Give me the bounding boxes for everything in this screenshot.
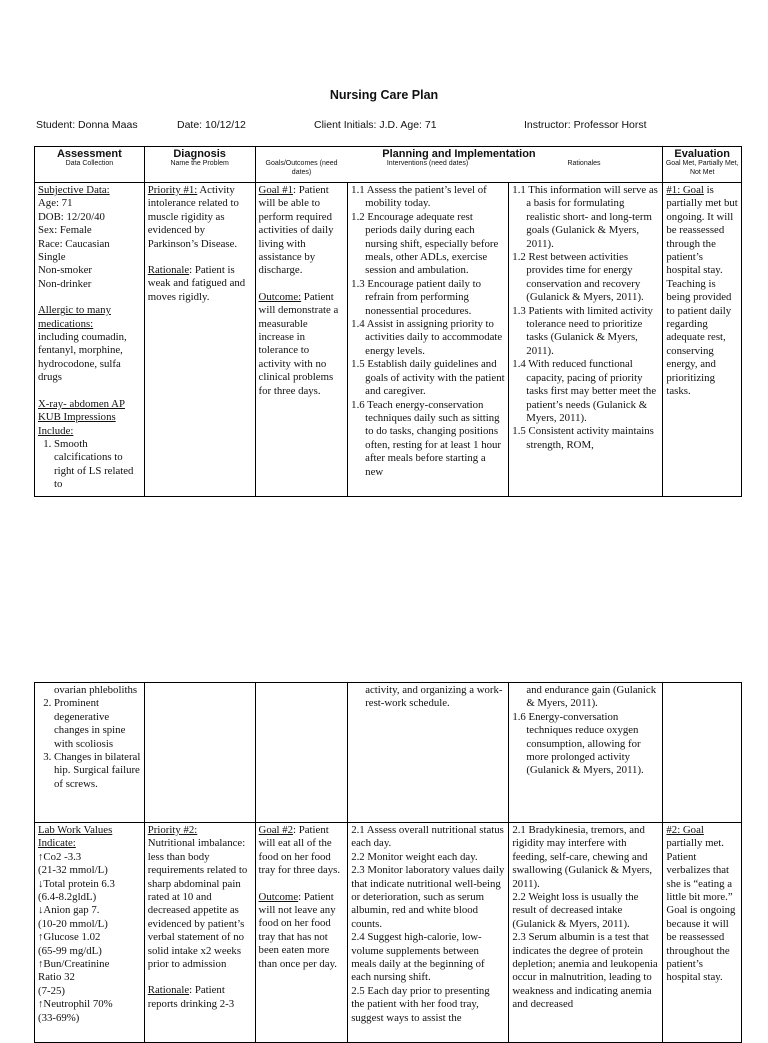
evaluation-header: Evaluation Goal Met, Partially Met, Not Met — [663, 147, 742, 183]
subjective-heading: Subjective Data: — [38, 184, 110, 196]
planning-header: Planning and Implementation Goals/Outcomes (need dates) Interventions (need dates) Rationales — [255, 147, 663, 183]
lab-line: Ratio 32 — [38, 971, 75, 984]
interventions-cell-cont — [348, 683, 509, 823]
lab-heading: Lab Work Values Indicate: — [38, 824, 113, 850]
care-plan-table-top — [34, 146, 742, 497]
rationale-item: 1.3 Patients with limited activity tolerance need to prioritize tasks (Gulanick & Myers, 2011). — [512, 304, 653, 357]
student-name: Student: Donna Maas — [36, 119, 138, 131]
goals-cell-cont — [255, 683, 348, 823]
rationale-item: 1.2 Rest between activities provides time for energy conservation and recovery (Gulanick & Myers, 2011). — [512, 251, 644, 304]
rationales-subheader: Rationales — [567, 160, 601, 167]
intervention-item: 1.1 Assess the patient’s level of mobility today. — [351, 184, 487, 210]
diagnosis-cell-cont — [144, 683, 255, 823]
rationale-item: 1.5 Consistent activity maintains strength, ROM, — [512, 425, 654, 451]
diagnosis2-text: Nutritional imbalance: less than body requirements related to sharp abdominal pain rated at 10 and decreased appetite as evidenced by patient’s verbal statement of no solid intake x2 weeks prior to admission — [147, 837, 248, 971]
rationale-item: 1.1 This information will serve as a basis for formulating realistic short- and long-term goals (Gulanick & Myers, 2011). — [512, 184, 658, 250]
care-plan-table-bottom — [34, 682, 742, 1043]
lab-line: (33-69%) — [38, 1011, 80, 1024]
rationales-cell — [509, 183, 663, 497]
allergy-heading: Allergic to many medications: — [38, 304, 111, 330]
outcome-text: Patient will demonstrate a measurable increase in tolerance to activity with no clinical problems for three days. — [258, 290, 339, 397]
assessment-line: DOB: 12/20/40 — [38, 210, 105, 223]
diagnosis2-cell — [144, 823, 255, 1043]
assessment-line: Single — [38, 251, 66, 264]
assessment-line: Non-drinker — [38, 277, 92, 290]
intervention2-item: 2.4 Suggest high-calorie, low-volume supplements between meals daily at the beginning of each nursing shift. — [351, 931, 485, 984]
intervention-item: 1.4 Assist in assigning priority to activities daily to accommodate energy levels. — [351, 318, 503, 357]
goals2-cell — [255, 823, 348, 1043]
rationale-label: Rationale — [147, 264, 190, 277]
goal-text: : Patient will be able to perform required activities of daily living with assistance by discharge. — [258, 184, 334, 277]
intervention2-item: 2.3 Monitor laboratory values daily that indicate nutritional well-being or deterioration, such as serum albumin, red and white blood counts. — [351, 864, 505, 930]
rationale2-item: 2.2 Weight loss is usually the result of decreased intake (Gulanick & Myers, 2011). — [512, 891, 639, 930]
assessment-cell-cont — [35, 683, 145, 823]
intervention-item: 1.6 Teach energy-conservation techniques daily such as sitting to do tasks, changing positions often, resting for at least 1 hour after meals before starting a new — [351, 398, 501, 478]
instructor: Instructor: Professor Horst — [524, 119, 647, 131]
rationale2-label: Rationale — [147, 984, 190, 997]
lab-line: (7-25) — [38, 984, 65, 997]
diagnosis-text: Activity intolerance related to muscle rigidity as evidenced by Parkinson’s Disease. — [147, 184, 239, 250]
rationales2-cell — [509, 823, 663, 1043]
rationale-item: 1.6 Energy-conversation techniques reduce oxygen consumption, allowing for more prolonged activity (Gulanick & Myers, 2011). — [512, 710, 644, 777]
assessment-header: Assessment Data Collection — [35, 147, 145, 183]
goal2-text: : Patient will eat all of the food on her food tray for three days. — [258, 824, 341, 877]
evaluation-cell-cont — [663, 683, 742, 823]
lab-line: (21-32 mmol/L) — [38, 864, 108, 877]
intervention2-item: 2.5 Each day prior to presenting the patient with her food tray, suggest ways to assist the — [351, 984, 490, 1024]
xray-item: 2. Prominent degenerative changes in spine with scoliosis — [54, 697, 141, 751]
evaluation2-text: partially met. Patient verbalizes that she is “eating a little bit more.” Goal is ongoing because it will be reassessed throughout the patient’s hospital stay. — [666, 837, 736, 984]
assessment-line: Non-smoker — [38, 264, 92, 277]
rationale-cont: and endurance gain (Gulanick & Myers, 2011). — [526, 684, 657, 710]
evaluation-text: is partially met but ongoing. It will be reassessed through the patient’s hospital stay. Teaching is being provided to patient daily regarding adequate rest, conserving energy, and prioritizing tasks. — [666, 184, 738, 398]
assessment-line: Race: Caucasian — [38, 237, 110, 250]
interventions2-cell — [348, 823, 509, 1043]
rationale-text: : Patient is weak and fatigued and moves rigidly. — [147, 264, 246, 303]
diagnosis-header: Diagnosis Name the Problem — [144, 147, 255, 183]
evaluation-cell — [663, 183, 742, 497]
lab-line: ↑Neutrophil 70% — [38, 998, 113, 1011]
intervention2-item: 2.2 Monitor weight each day. — [351, 850, 478, 863]
xray-item-cont: ovarian phleboliths — [54, 684, 138, 696]
assessment-line: Age: 71 — [38, 197, 73, 210]
lab-line: (6.4-8.2gldL) — [38, 891, 97, 904]
evaluation-label: #1: Goal — [666, 184, 704, 196]
outcome2-text: : Patient will not leave any food on her food tray that has not been eaten more than once per day. — [258, 890, 337, 970]
evaluation2-label: #2: Goal — [666, 824, 704, 836]
date: Date: 10/12/12 — [177, 119, 246, 131]
lab-line: (10-20 mmol/L) — [38, 917, 108, 930]
diagnosis-cell — [144, 183, 255, 497]
outcome-label: Outcome: — [258, 290, 302, 303]
rationale2-item: 2.1 Bradykinesia, tremors, and rigidity may interfere with feeding, self-care, chewing and swallowing (Gulanick & Myers, 2011). — [512, 824, 653, 890]
lab-line: (65-99 mg/dL) — [38, 944, 102, 957]
outcome2-label: Outcome — [258, 890, 299, 903]
document-title: Nursing Care Plan — [329, 88, 439, 102]
goals-subheader: Goals/Outcomes (need dates) — [265, 160, 338, 176]
allergy-text: including coumadin, fentanyl, morphine, hydrocodone, sulfa drugs — [38, 331, 127, 384]
assessment-cell — [35, 183, 145, 497]
goals-cell — [255, 183, 348, 497]
goal-label: Goal #1 — [258, 184, 294, 196]
assessment-line: Sex: Female — [38, 224, 92, 237]
lab-line: ↑Glucose 1.02 — [38, 931, 101, 944]
rationale-item: 1.4 With reduced functional capacity, pacing of priority tasks first may better meet the patient’s needs (Gulanick & Myers, 2011). — [512, 358, 657, 424]
rationale2-item: 2.3 Serum albumin is a test that indicates the degree of protein depletion; anemia and leukopenia occur in malnutrition, leading to weakness and indicating anemia and decreased — [512, 931, 658, 1011]
intervention2-item: 2.1 Assess overall nutritional status each day. — [351, 824, 504, 850]
priority2-label: Priority #2: — [147, 824, 198, 836]
xray-item: 1. Smooth calcifications to right of LS related to — [54, 438, 141, 492]
intervention-item: 1.5 Establish daily guidelines and goals of activity with the patient and caregiver. — [351, 358, 505, 398]
intervention-item: 1.3 Encourage patient daily to refrain from performing nonessential procedures. — [351, 277, 481, 317]
intervention-cont: activity, and organizing a work-rest-work schedule. — [365, 684, 503, 710]
intervention-item: 1.2 Encourage adequate rest periods daily during each nursing shift, especially before meals, other ADLs, exercise session and ambulation. — [351, 210, 499, 277]
lab-line: ↓Total protein 6.3 — [38, 877, 115, 890]
client-initials: Client Initials: J.D. Age: 71 — [314, 119, 437, 131]
goal2-label: Goal #2 — [258, 824, 294, 836]
xray-item: 3. Changes in bilateral hip. Surgical failure of screws. — [54, 751, 141, 791]
lab-cell — [35, 823, 145, 1043]
evaluation2-cell — [663, 823, 742, 1043]
rationales-cell-cont — [509, 683, 663, 823]
xray-heading: X-ray- abdomen AP KUB Impressions Include: — [38, 397, 125, 437]
interventions-subheader: Interventions (need dates) — [386, 160, 469, 167]
rationale2-text: : Patient reports drinking 2-3 — [147, 984, 235, 1010]
lab-line: ↑Co2 -3.3 — [38, 850, 82, 863]
lab-line: ↑Bun/Creatinine — [38, 958, 110, 971]
priority-label: Priority #1: — [147, 184, 198, 196]
interventions-cell — [348, 183, 509, 497]
lab-line: ↓Anion gap 7. — [38, 904, 100, 917]
